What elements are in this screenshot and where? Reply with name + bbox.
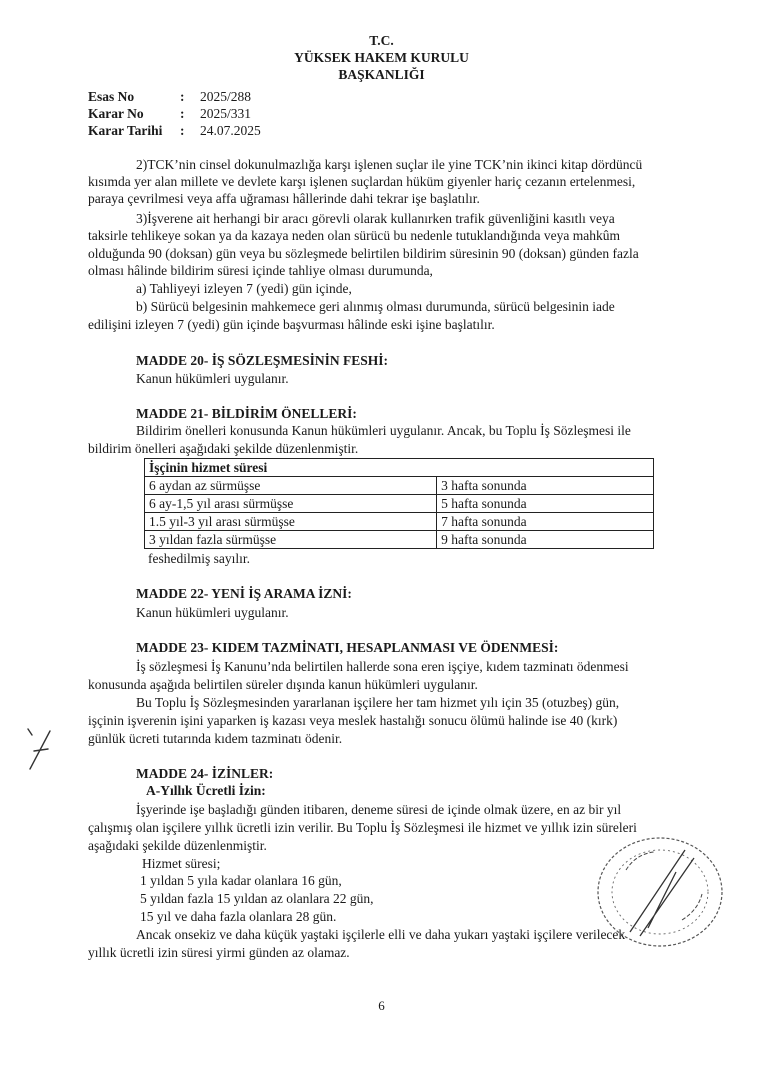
table-header-row	[145, 459, 654, 477]
paragraph-line: Bu Toplu İş Sözleşmesinden yararlanan işçilere her tam hizmet yılı için 35 (otuzbeş) gün,	[136, 695, 620, 710]
paragraph-line: taksirle tehlikeye sokan ya da kazaya neden olan sürücü bu nedenle tutuklandığında veya mahkûm	[88, 228, 620, 243]
article-21-heading: MADDE 21- BİLDİRİM ÖNELLERİ:	[136, 406, 357, 421]
table-header-cell: İşçinin hizmet süresi	[145, 459, 654, 477]
paragraph-line: İşyerinde işe başladığı günden itibaren, deneme süresi de içinde olmak üzere, en az bir yıl	[136, 802, 622, 817]
paragraph-line: 5 yıldan fazla 15 yıldan az olanlara 22 gün,	[140, 891, 374, 906]
paragraph-line: 15 yıl ve daha fazla olanlara 28 gün.	[140, 909, 337, 924]
paragraph-line: aşağıdaki şekilde düzenlenmiştir.	[88, 838, 267, 853]
article-20-text: Kanun hükümleri uygulanır.	[136, 371, 289, 386]
duration-cell: 1.5 yıl-3 yıl arası sürmüşse	[145, 513, 437, 531]
page-number: 6	[378, 998, 385, 1013]
article-21-text: Bildirim önelleri konusunda Kanun hükümleri uygulanır. Ancak, bu Toplu İş Sözleşmesi ile	[136, 423, 631, 438]
article-23-heading: MADDE 23- KIDEM TAZMİNATI, HESAPLANMASI VE ÖDENMESİ:	[136, 640, 559, 655]
article-24-subheading: A-Yıllık Ücretli İzin:	[146, 783, 266, 798]
article-22-heading: MADDE 22- YENİ İŞ ARAMA İZNİ:	[136, 586, 352, 601]
article-20-heading: MADDE 20- İŞ SÖZLEŞMESİNİN FESHİ:	[136, 353, 389, 368]
article-21-text: bildirim önelleri aşağıdaki şekilde düzenlenmiştir.	[88, 441, 359, 456]
paragraph-line: paraya çevrilmesi veya affa uğraması hâllerinde dahi tekrar işe başlatılır.	[88, 191, 480, 206]
meta-colon: :	[180, 123, 185, 138]
notice-cell: 7 hafta sonunda	[437, 513, 654, 531]
table-row	[145, 513, 654, 531]
header-institution: YÜKSEK HAKEM KURULU	[294, 50, 469, 65]
meta-row-tarih	[88, 122, 261, 139]
paragraph-line: 1 yıldan 5 yıla kadar olanlara 16 gün,	[140, 873, 342, 888]
article-22-text: Kanun hükümleri uygulanır.	[136, 605, 289, 620]
article-24-heading: MADDE 24- İZİNLER:	[136, 766, 274, 781]
paragraph-line: günlük ücreti tutarında kıdem tazminatı ödenir.	[88, 731, 343, 746]
meta-colon: :	[180, 106, 185, 121]
meta-label: Karar Tarihi	[88, 123, 163, 138]
duration-cell: 3 yıldan fazla sürmüşse	[145, 531, 437, 549]
meta-value: 2025/288	[200, 89, 252, 104]
article-21-after: feshedilmiş sayılır.	[148, 551, 250, 566]
paragraph-line: yıllık ücretli izin süresi yirmi günden az olamaz.	[88, 945, 350, 960]
header-office: BAŞKANLIĞI	[338, 67, 425, 82]
paragraph-line: Ancak onsekiz ve daha küçük yaştaki işçilerle elli ve daha yukarı yaştaki işçilere verilecek	[136, 927, 626, 942]
table-row	[145, 495, 654, 513]
paragraph-line: çalışmış olan işçilere yıllık ücretli izin verilir. Bu Toplu İş Sözleşmesi ile hizmet ve yıllık izin süreleri	[88, 820, 637, 835]
meta-label: Karar No	[88, 106, 144, 121]
paragraph-line: İş sözleşmesi İş Kanunu’nda belirtilen hallerde sona eren işçiye, kıdem tazminatı ödenmesi	[136, 659, 629, 674]
paragraph-line: edilişini izleyen 7 (yedi) gün içinde başvurması hâlinde eski işine başlatılır.	[88, 317, 495, 332]
notice-cell: 3 hafta sonunda	[437, 477, 654, 495]
meta-row-esas	[88, 88, 261, 105]
duration-cell: 6 ay-1,5 yıl arası sürmüşse	[145, 495, 437, 513]
paragraph-line: Hizmet süresi;	[142, 856, 221, 871]
paragraph-line: olduğunda 90 (doksan) gün veya bu sözleşmede belirtilen bildirim süresinin 90 (doksan) günden fazla	[88, 246, 639, 261]
notice-period-table	[144, 458, 654, 549]
notice-cell: 5 hafta sonunda	[437, 495, 654, 513]
case-meta	[88, 88, 261, 139]
paragraph-line: 2)TCK’nin cinsel dokunulmazlığa karşı işlenen suçlar ile yine TCK’nin ikinci kitap dördüncü	[136, 157, 643, 172]
notice-cell: 9 hafta sonunda	[437, 531, 654, 549]
meta-value: 2025/331	[200, 106, 252, 121]
header-tc: T.C.	[369, 33, 394, 48]
paragraph-line: olması hâlinde bildirim süresi içinde tahliye olması durumunda,	[88, 263, 433, 278]
meta-colon: :	[180, 89, 185, 104]
paragraph-line: işçinin işverenin işini yaparken iş kazası veya meslek hastalığı sonucu ölümü halinde ise 40 (kırk)	[88, 713, 618, 728]
meta-row-karar	[88, 105, 261, 122]
paragraph-line: konusunda aşağıda belirtilen süreler dışında kanun hükümleri uygulanır.	[88, 677, 478, 692]
paragraph-line: 3)İşverene ait herhangi bir aracı görevli olarak kullanırken trafik güvenliğini kasıtlı veya	[136, 211, 615, 226]
handwritten-initial-mark	[20, 725, 60, 775]
meta-value: 24.07.2025	[200, 123, 261, 138]
paragraph-line: kısımda yer alan millete ve devlete karşı işlenen suçlardan hüküm giyenler hariç cezanın ertelenmesi,	[88, 174, 636, 189]
paragraph-line: a) Tahliyeyi izleyen 7 (yedi) gün içinde,	[136, 281, 352, 296]
official-stamp	[590, 832, 730, 952]
table-row	[145, 531, 654, 549]
table-row	[145, 477, 654, 495]
paragraph-line: b) Sürücü belgesinin mahkemece geri alınmış olması durumunda, sürücü belgesinin iade	[136, 299, 615, 314]
duration-cell: 6 aydan az sürmüşse	[145, 477, 437, 495]
meta-label: Esas No	[88, 89, 135, 104]
